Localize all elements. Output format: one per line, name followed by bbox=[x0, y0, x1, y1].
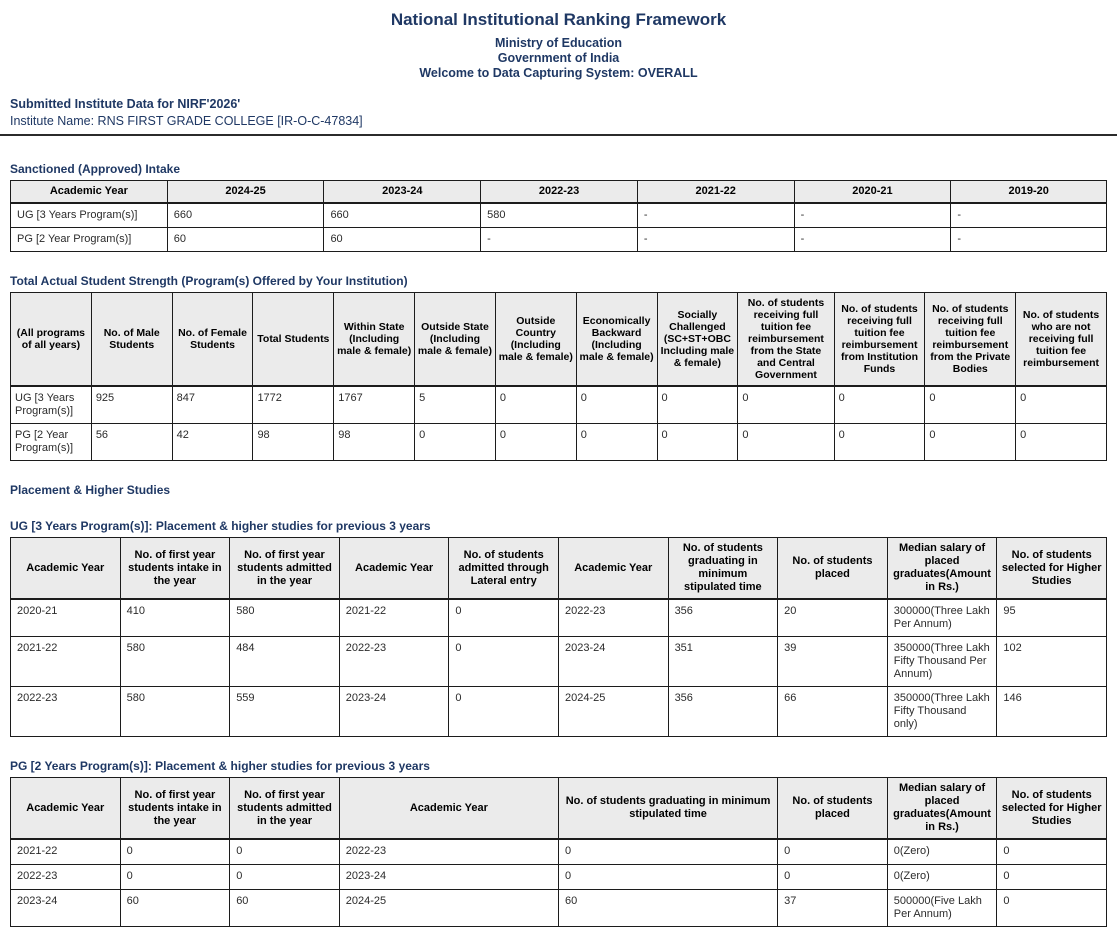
pg-placement-title: PG [2 Years Program(s)]: Placement & higher studies for previous 3 years bbox=[10, 759, 430, 773]
column-header: Academic Year bbox=[339, 778, 558, 840]
government-line: Government of India bbox=[497, 51, 620, 65]
column-header: No. of students graduating in minimum stipulated time bbox=[558, 778, 777, 840]
table-cell: 847 bbox=[172, 386, 253, 424]
column-header: No. of first year students intake in the year bbox=[120, 538, 230, 600]
column-header: (All programs of all years) bbox=[11, 293, 92, 387]
table-cell: 56 bbox=[91, 424, 172, 461]
table-cell: 1772 bbox=[253, 386, 334, 424]
table-cell: 0 bbox=[925, 386, 1016, 424]
table-cell: - bbox=[794, 228, 951, 252]
table-cell: 0 bbox=[1016, 386, 1107, 424]
table-cell: 2023-24 bbox=[11, 889, 121, 926]
table-cell: 0 bbox=[834, 386, 925, 424]
table-cell: 2024-25 bbox=[339, 889, 558, 926]
table-cell: 660 bbox=[324, 203, 481, 228]
column-header: Within State (Including male & female) bbox=[334, 293, 415, 387]
column-header: 2020-21 bbox=[794, 181, 951, 204]
table-cell: 0 bbox=[738, 386, 834, 424]
table-cell: PG [2 Year Program(s)] bbox=[11, 228, 168, 252]
page-header bbox=[0, 10, 1117, 81]
table-cell: 0 bbox=[925, 424, 1016, 461]
sanctioned-intake-title: Sanctioned (Approved) Intake bbox=[10, 162, 181, 176]
table-cell: 0 bbox=[449, 599, 559, 637]
table-cell: 0 bbox=[576, 386, 657, 424]
table-cell: 146 bbox=[997, 687, 1107, 737]
table-cell: 0(Zero) bbox=[887, 864, 997, 889]
student-strength-table bbox=[10, 292, 1107, 461]
column-header: Outside Country (Including male & female) bbox=[495, 293, 576, 387]
table-cell: 0 bbox=[415, 424, 496, 461]
column-header: 2022-23 bbox=[481, 181, 638, 204]
table-cell: 60 bbox=[324, 228, 481, 252]
column-header: No. of students admitted through Lateral entry bbox=[449, 538, 559, 600]
column-header: Academic Year bbox=[11, 778, 121, 840]
column-header: No. of students receiving full tuition fee reimbursement from the Private Bodies bbox=[925, 293, 1016, 387]
table-cell: 39 bbox=[778, 637, 888, 687]
table-cell: 2021-22 bbox=[339, 599, 449, 637]
placement-section-title: Placement & Higher Studies bbox=[10, 483, 171, 497]
ministry-line: Ministry of Education bbox=[494, 36, 623, 50]
column-header: No. of students placed bbox=[778, 538, 888, 600]
table-cell: 2023-24 bbox=[339, 864, 558, 889]
table-cell: 102 bbox=[997, 637, 1107, 687]
pg-placement-table bbox=[10, 777, 1107, 927]
table-cell: 580 bbox=[481, 203, 638, 228]
table-cell: 2023-24 bbox=[339, 687, 449, 737]
table-cell: 2021-22 bbox=[11, 839, 121, 864]
ug-placement-section bbox=[10, 519, 1107, 737]
table-cell: 2022-23 bbox=[558, 599, 668, 637]
table-cell: 98 bbox=[253, 424, 334, 461]
column-header: Academic Year bbox=[11, 181, 168, 204]
column-header: Median salary of placed graduates(Amount in Rs.) bbox=[887, 778, 997, 840]
table-cell: UG [3 Years Program(s)] bbox=[11, 386, 92, 424]
pg-placement-section bbox=[10, 759, 1107, 927]
header-row bbox=[11, 293, 1107, 387]
table-cell: 5 bbox=[415, 386, 496, 424]
table-cell: 2024-25 bbox=[558, 687, 668, 737]
table-cell: - bbox=[637, 228, 794, 252]
table-cell: 20 bbox=[778, 599, 888, 637]
column-header: No. of Female Students bbox=[172, 293, 253, 387]
column-header: No. of first year students admitted in the year bbox=[230, 778, 340, 840]
table-cell: 0 bbox=[997, 864, 1107, 889]
column-header: No. of students receiving full tuition fee reimbursement from Institution Funds bbox=[834, 293, 925, 387]
column-header: No. of Male Students bbox=[91, 293, 172, 387]
table-row bbox=[11, 687, 1107, 737]
table-cell: 2021-22 bbox=[11, 637, 121, 687]
table-cell: 0 bbox=[657, 386, 738, 424]
table-cell: 2023-24 bbox=[558, 637, 668, 687]
table-cell: 0 bbox=[657, 424, 738, 461]
table-cell: 0(Zero) bbox=[887, 839, 997, 864]
table-cell: 0 bbox=[120, 864, 230, 889]
table-cell: 95 bbox=[997, 599, 1107, 637]
column-header: Academic Year bbox=[11, 538, 121, 600]
column-header: 2023-24 bbox=[324, 181, 481, 204]
table-cell: 0 bbox=[1016, 424, 1107, 461]
column-header: Median salary of placed graduates(Amount in Rs.) bbox=[887, 538, 997, 600]
table-cell: 351 bbox=[668, 637, 778, 687]
column-header: Socially Challenged (SC+ST+OBC Including male & female) bbox=[657, 293, 738, 387]
table-cell: 0 bbox=[449, 637, 559, 687]
table-cell: 0 bbox=[778, 864, 888, 889]
table-cell: 0 bbox=[558, 864, 777, 889]
ug-placement-table bbox=[10, 537, 1107, 737]
table-cell: 2022-23 bbox=[339, 839, 558, 864]
column-header: No. of students graduating in minimum stipulated time bbox=[668, 538, 778, 600]
column-header: No. of students who are not receiving full tuition fee reimbursement bbox=[1016, 293, 1107, 387]
submitted-data-label: Submitted Institute Data for NIRF'2026' bbox=[10, 97, 241, 111]
table-cell: UG [3 Years Program(s)] bbox=[11, 203, 168, 228]
header-row bbox=[11, 181, 1107, 204]
table-row bbox=[11, 839, 1107, 864]
column-header: No. of students selected for Higher Studies bbox=[997, 778, 1107, 840]
table-cell: 356 bbox=[668, 687, 778, 737]
table-row bbox=[11, 599, 1107, 637]
table-cell: 0 bbox=[778, 839, 888, 864]
table-cell: 2022-23 bbox=[11, 864, 121, 889]
table-cell: - bbox=[951, 228, 1107, 252]
table-cell: - bbox=[637, 203, 794, 228]
table-cell: 1767 bbox=[334, 386, 415, 424]
column-header: Academic Year bbox=[339, 538, 449, 600]
table-cell: 42 bbox=[172, 424, 253, 461]
institute-block bbox=[0, 97, 1117, 136]
table-cell: 2022-23 bbox=[11, 687, 121, 737]
column-header: Economically Backward (Including male & female) bbox=[576, 293, 657, 387]
table-cell: 0 bbox=[230, 864, 340, 889]
table-cell: 0 bbox=[449, 687, 559, 737]
student-strength-section bbox=[10, 274, 1107, 461]
table-row bbox=[11, 424, 1107, 461]
table-cell: 0 bbox=[997, 839, 1107, 864]
table-row bbox=[11, 203, 1107, 228]
table-cell: 0 bbox=[997, 889, 1107, 926]
table-cell: PG [2 Year Program(s)] bbox=[11, 424, 92, 461]
table-cell: 356 bbox=[668, 599, 778, 637]
table-cell: 580 bbox=[120, 687, 230, 737]
table-cell: 0 bbox=[120, 839, 230, 864]
column-header: Total Students bbox=[253, 293, 334, 387]
column-header: No. of first year students admitted in the year bbox=[230, 538, 340, 600]
table-cell: 484 bbox=[230, 637, 340, 687]
table-cell: 580 bbox=[230, 599, 340, 637]
table-cell: 0 bbox=[738, 424, 834, 461]
table-cell: 60 bbox=[167, 228, 324, 252]
table-cell: - bbox=[951, 203, 1107, 228]
table-cell: 60 bbox=[230, 889, 340, 926]
table-cell: 0 bbox=[558, 839, 777, 864]
table-cell: 300000(Three Lakh Per Annum) bbox=[887, 599, 997, 637]
column-header: 2024-25 bbox=[167, 181, 324, 204]
table-row bbox=[11, 386, 1107, 424]
column-header: No. of students placed bbox=[778, 778, 888, 840]
column-header: 2021-22 bbox=[637, 181, 794, 204]
table-cell: 410 bbox=[120, 599, 230, 637]
table-row bbox=[11, 637, 1107, 687]
table-row bbox=[11, 889, 1107, 926]
table-cell: 0 bbox=[230, 839, 340, 864]
column-header: 2019-20 bbox=[951, 181, 1107, 204]
table-cell: 2022-23 bbox=[339, 637, 449, 687]
table-cell: 98 bbox=[334, 424, 415, 461]
table-cell: 2020-21 bbox=[11, 599, 121, 637]
table-cell: 60 bbox=[120, 889, 230, 926]
table-cell: - bbox=[481, 228, 638, 252]
table-cell: 350000(Three Lakh Fifty Thousand only) bbox=[887, 687, 997, 737]
column-header: No. of students selected for Higher Studies bbox=[997, 538, 1107, 600]
table-cell: 37 bbox=[778, 889, 888, 926]
table-cell: 559 bbox=[230, 687, 340, 737]
welcome-line: Welcome to Data Capturing System: OVERALL bbox=[419, 66, 698, 80]
table-cell: 580 bbox=[120, 637, 230, 687]
table-cell: 66 bbox=[778, 687, 888, 737]
table-cell: 0 bbox=[495, 424, 576, 461]
table-cell: 660 bbox=[167, 203, 324, 228]
table-cell: 500000(Five Lakh Per Annum) bbox=[887, 889, 997, 926]
placement-section bbox=[10, 483, 1107, 497]
table-cell: 0 bbox=[495, 386, 576, 424]
table-cell: 0 bbox=[834, 424, 925, 461]
ug-placement-title: UG [3 Years Program(s)]: Placement & higher studies for previous 3 years bbox=[10, 519, 431, 533]
table-cell: 60 bbox=[558, 889, 777, 926]
header-row bbox=[11, 538, 1107, 600]
table-cell: 0 bbox=[576, 424, 657, 461]
table-cell: 925 bbox=[91, 386, 172, 424]
table-row bbox=[11, 864, 1107, 889]
sanctioned-intake-section bbox=[10, 162, 1107, 252]
institute-name: Institute Name: RNS FIRST GRADE COLLEGE [IR-O-C-47834] bbox=[10, 114, 363, 128]
table-row bbox=[11, 228, 1107, 252]
header-row bbox=[11, 778, 1107, 840]
column-header: No. of first year students intake in the year bbox=[120, 778, 230, 840]
column-header: No. of students receiving full tuition fee reimbursement from the State and Central Government bbox=[738, 293, 834, 387]
table-cell: - bbox=[794, 203, 951, 228]
table-cell: 350000(Three Lakh Fifty Thousand Per Annum) bbox=[887, 637, 997, 687]
student-strength-title: Total Actual Student Strength (Program(s) Offered by Your Institution) bbox=[10, 274, 408, 288]
column-header: Academic Year bbox=[558, 538, 668, 600]
sanctioned-intake-table bbox=[10, 180, 1107, 252]
page-title: National Institutional Ranking Framework bbox=[390, 10, 727, 29]
column-header: Outside State (Including male & female) bbox=[415, 293, 496, 387]
